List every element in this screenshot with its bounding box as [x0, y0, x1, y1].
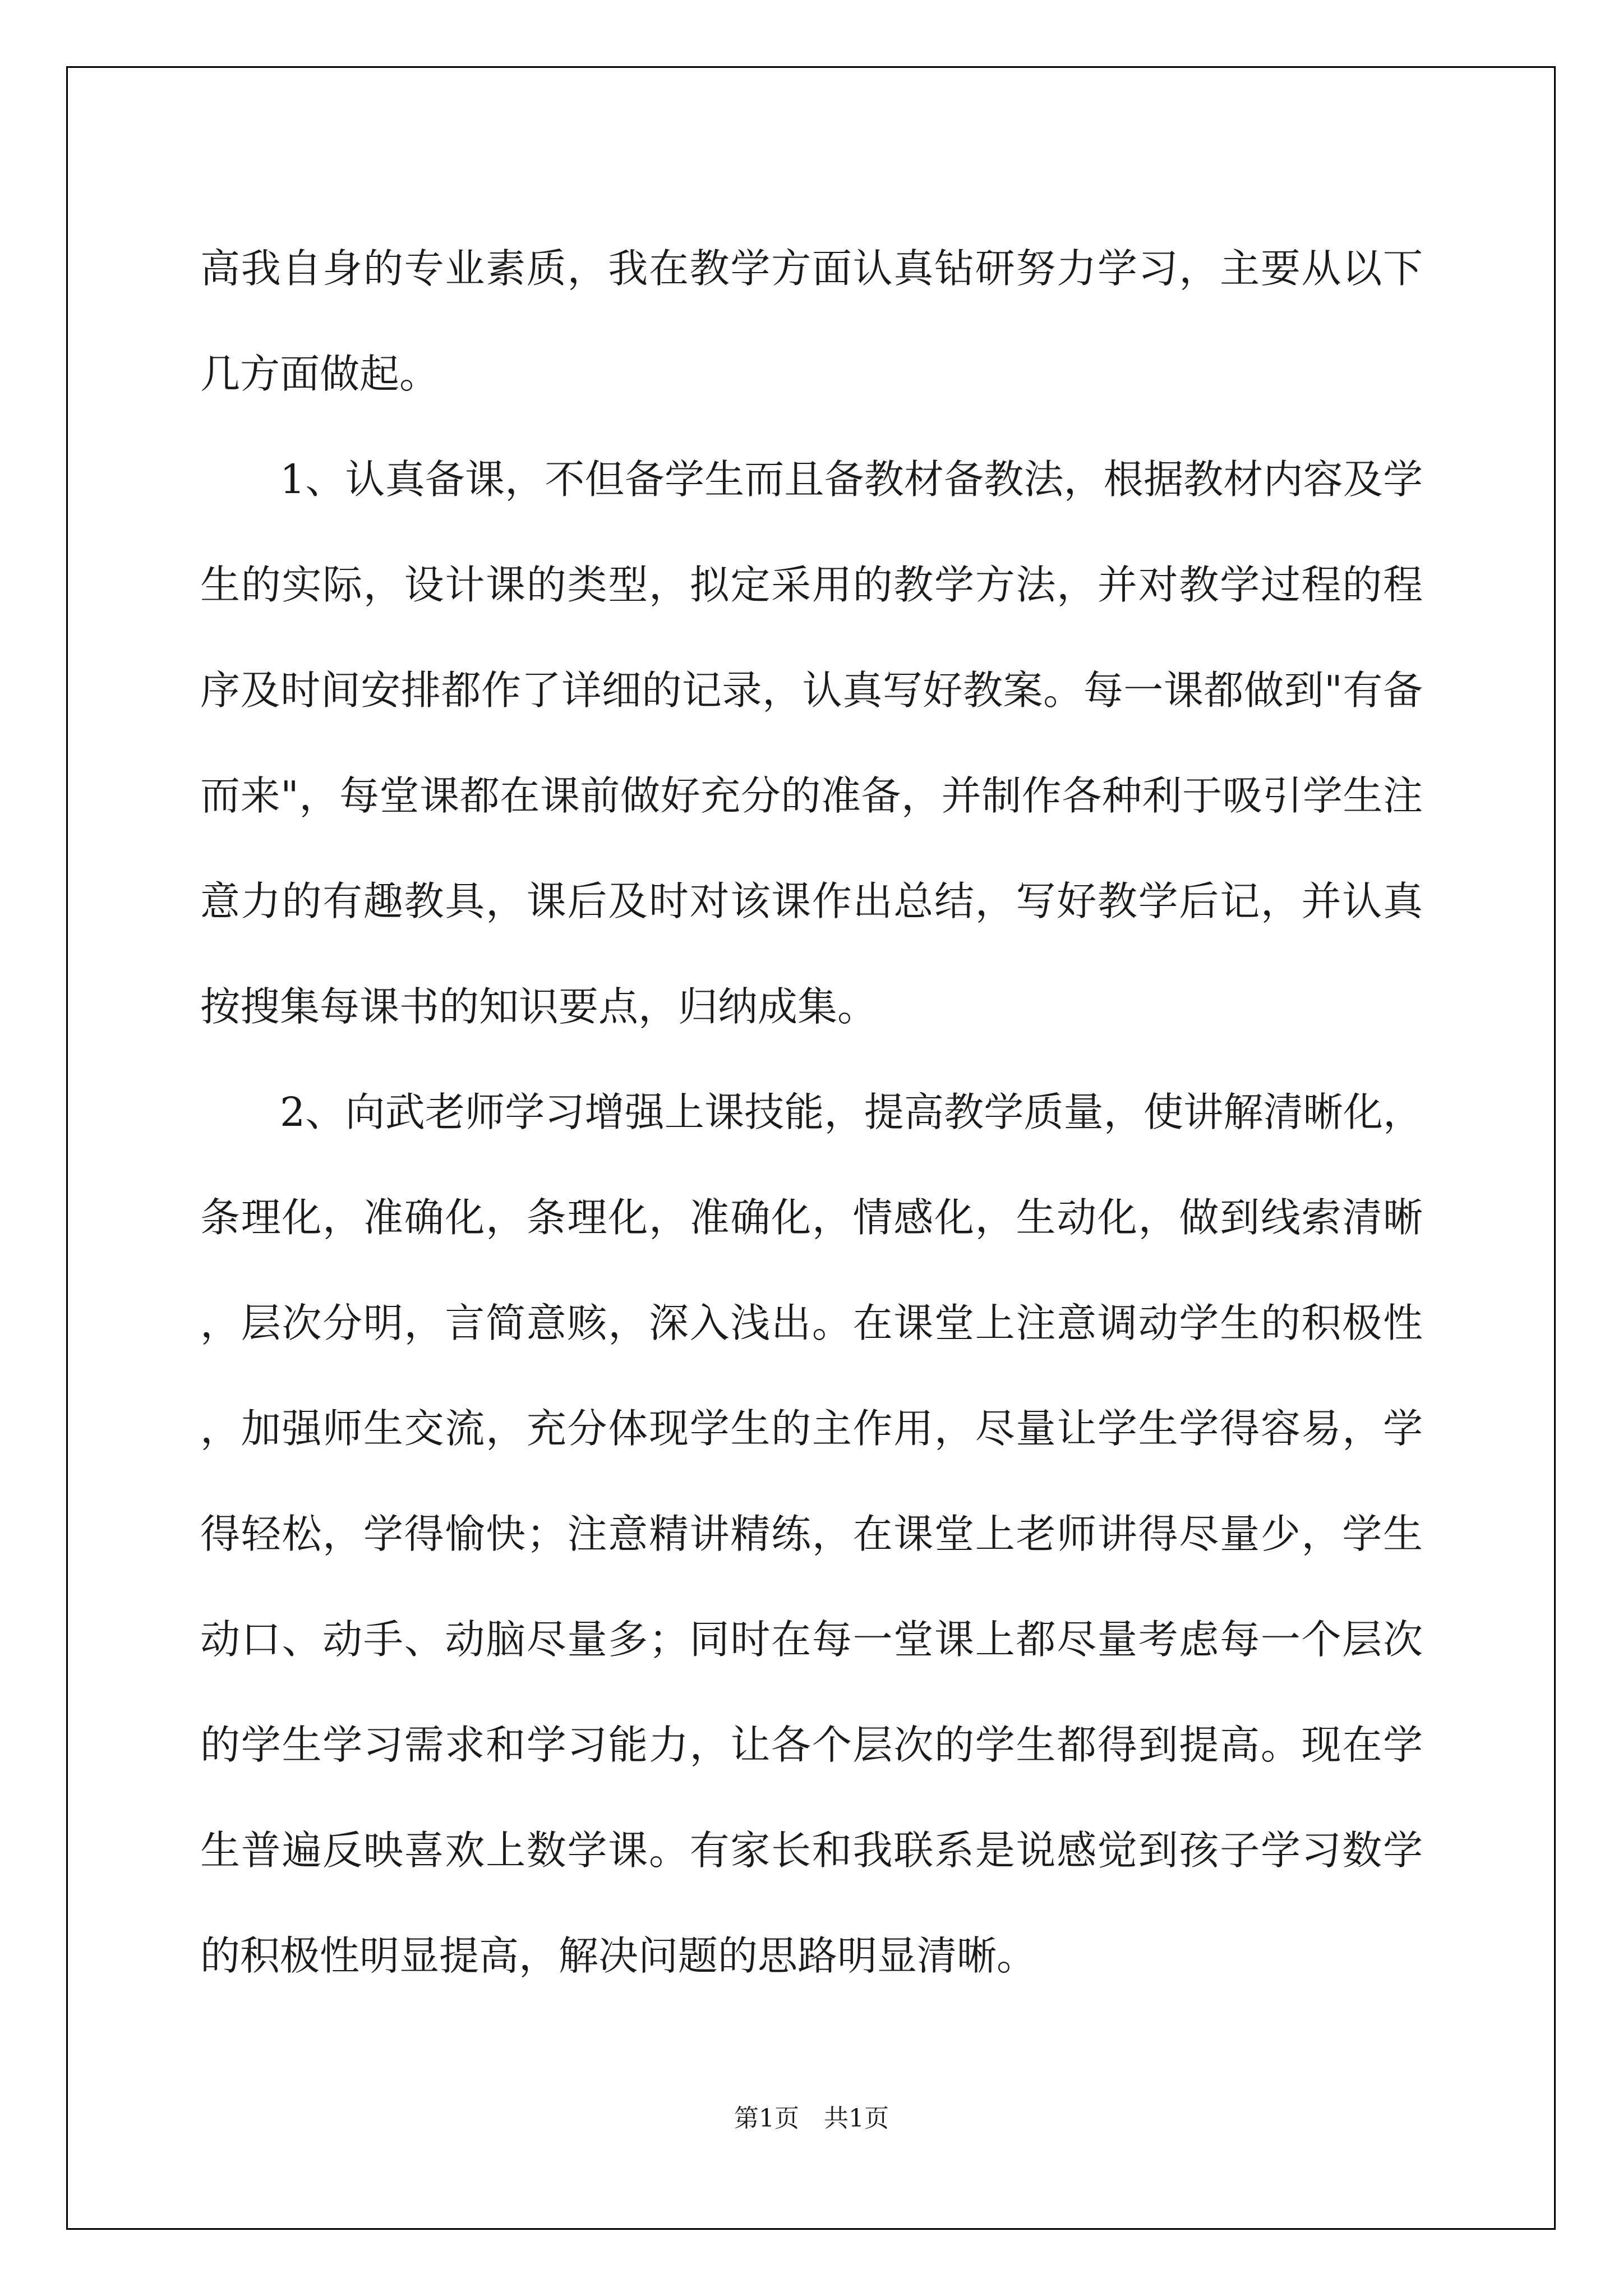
- paragraph-2: 1、认真备课，不但备学生而且备教材备教法，根据教材内容及学生的实际，设计课的类型，拟定采用的教学方法，并对教学过程的程序及时间安排都作了详细的记录，认真写好教案。每一课都做到"有备而来"，每堂课都在课前做好充分的准备，并制作各种利于吸引学生注意力的有趣教具，课后及时对该课作出总结，写好教学后记，并认真按搜集每课书的知识要点，归纳成集。: [200, 456, 1423, 1030]
- paragraph-1: 高我自身的专业素质，我在教学方面认真钻研努力学习，主要从以下几方面做起。: [200, 245, 1423, 397]
- document-body: [200, 216, 1423, 2009]
- paragraph-3: 2、向武老师学习增强上课技能，提高教学质量，使讲解清晰化，条理化，准确化，条理化，准确化，情感化，生动化，做到线索清晰，层次分明，言简意赅，深入浅出。在课堂上注意调动学生的积极性，加强师生交流，充分体现学生的主作用，尽量让学生学得容易，学得轻松，学得愉快；注意精讲精练，在课堂上老师讲得尽量少，学生动口、动手、动脑尽量多；同时在每一堂课上都尽量考虑每一个层次的学生学习需求和学习能力，让各个层次的学生都得到提高。现在学生普遍反映喜欢上数学课。有家长和我联系是说感觉到孩子学习数学的积极性明显提高，解决问题的思路明显清晰。: [200, 1089, 1423, 1979]
- page-number-footer: 第1页 共1页: [734, 2104, 889, 2133]
